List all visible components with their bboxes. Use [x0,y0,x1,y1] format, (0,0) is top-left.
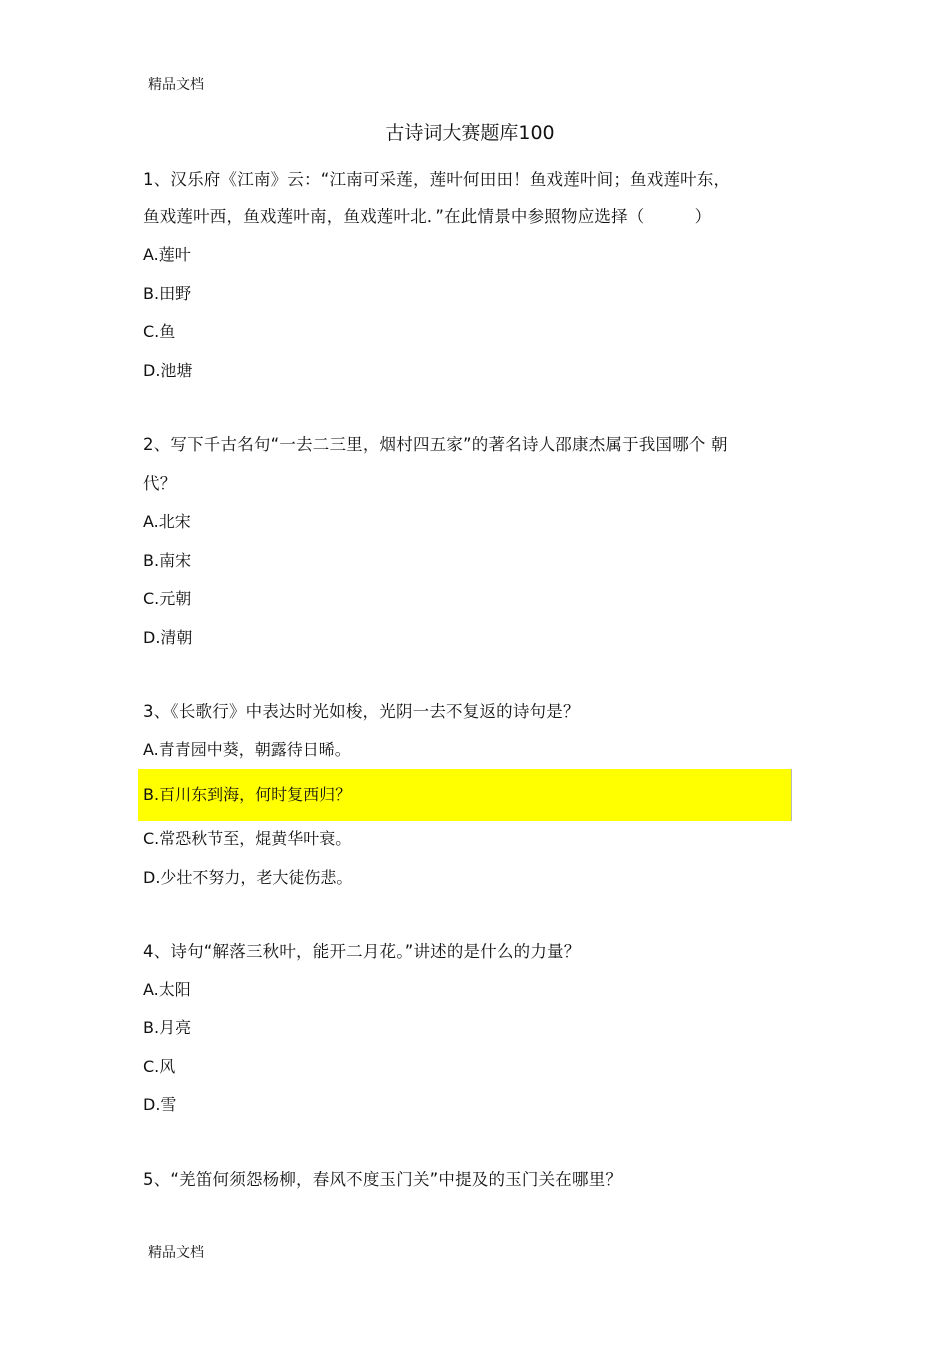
question-3-option-b: B.百川东到海，何时复西归？ [143,785,352,804]
question-1-line-1: 1、汉乐府《江南》云：“江南可采莲，莲叶何田田！鱼戏莲叶间；鱼戏莲叶东， [143,170,731,189]
question-2-line-1: 2、写下千古名句“一去二三里，烟村四五家”的著名诗人邵康杰属于我国哪个 朝 [143,435,728,454]
question-2-line-2: 代？ [143,474,177,493]
question-1-option-c: C.鱼 [143,322,176,341]
page-footer: 精品文档 [148,1245,204,1261]
page-header: 精品文档 [148,77,204,93]
question-3-line-1: 3、《长歌行》中表达时光如梭，光阴一去不复返的诗句是？ [143,702,580,721]
question-2-option-d: D.清朝 [143,628,193,647]
document-title: 古诗词大赛题库100 [385,122,555,144]
question-1-option-a: A.莲叶 [143,245,191,264]
question-3-option-c: C.常恐秋节至，焜黄华叶衰。 [143,829,352,848]
question-4-option-c: C.风 [143,1057,176,1076]
question-1-line-2: 鱼戏莲叶西，鱼戏莲叶南，鱼戏莲叶北．”在此情景中参照物应选择（ ） [143,207,712,226]
question-5-line-1: 5、“羌笛何须怨杨柳，春风不度玉门关”中提及的玉门关在哪里？ [143,1170,623,1189]
question-2-option-c: C.元朝 [143,589,192,608]
question-2-option-a: A.北宋 [143,512,191,531]
question-3-option-a: A.青青园中葵，朝露待日晞。 [143,740,351,759]
question-4-line-1: 4、诗句“解落三秋叶，能开二月花。”讲述的是什么的力量？ [143,942,581,961]
question-4-option-b: B.月亮 [143,1018,192,1037]
question-2-option-b: B.南宋 [143,551,192,570]
question-3-option-d: D.少壮不努力，老大徒伤悲。 [143,868,353,887]
question-1-option-b: B.田野 [143,284,192,303]
question-4-option-a: A.太阳 [143,980,191,999]
question-1-option-d: D.池塘 [143,361,193,380]
question-4-option-d: D.雪 [143,1095,177,1114]
